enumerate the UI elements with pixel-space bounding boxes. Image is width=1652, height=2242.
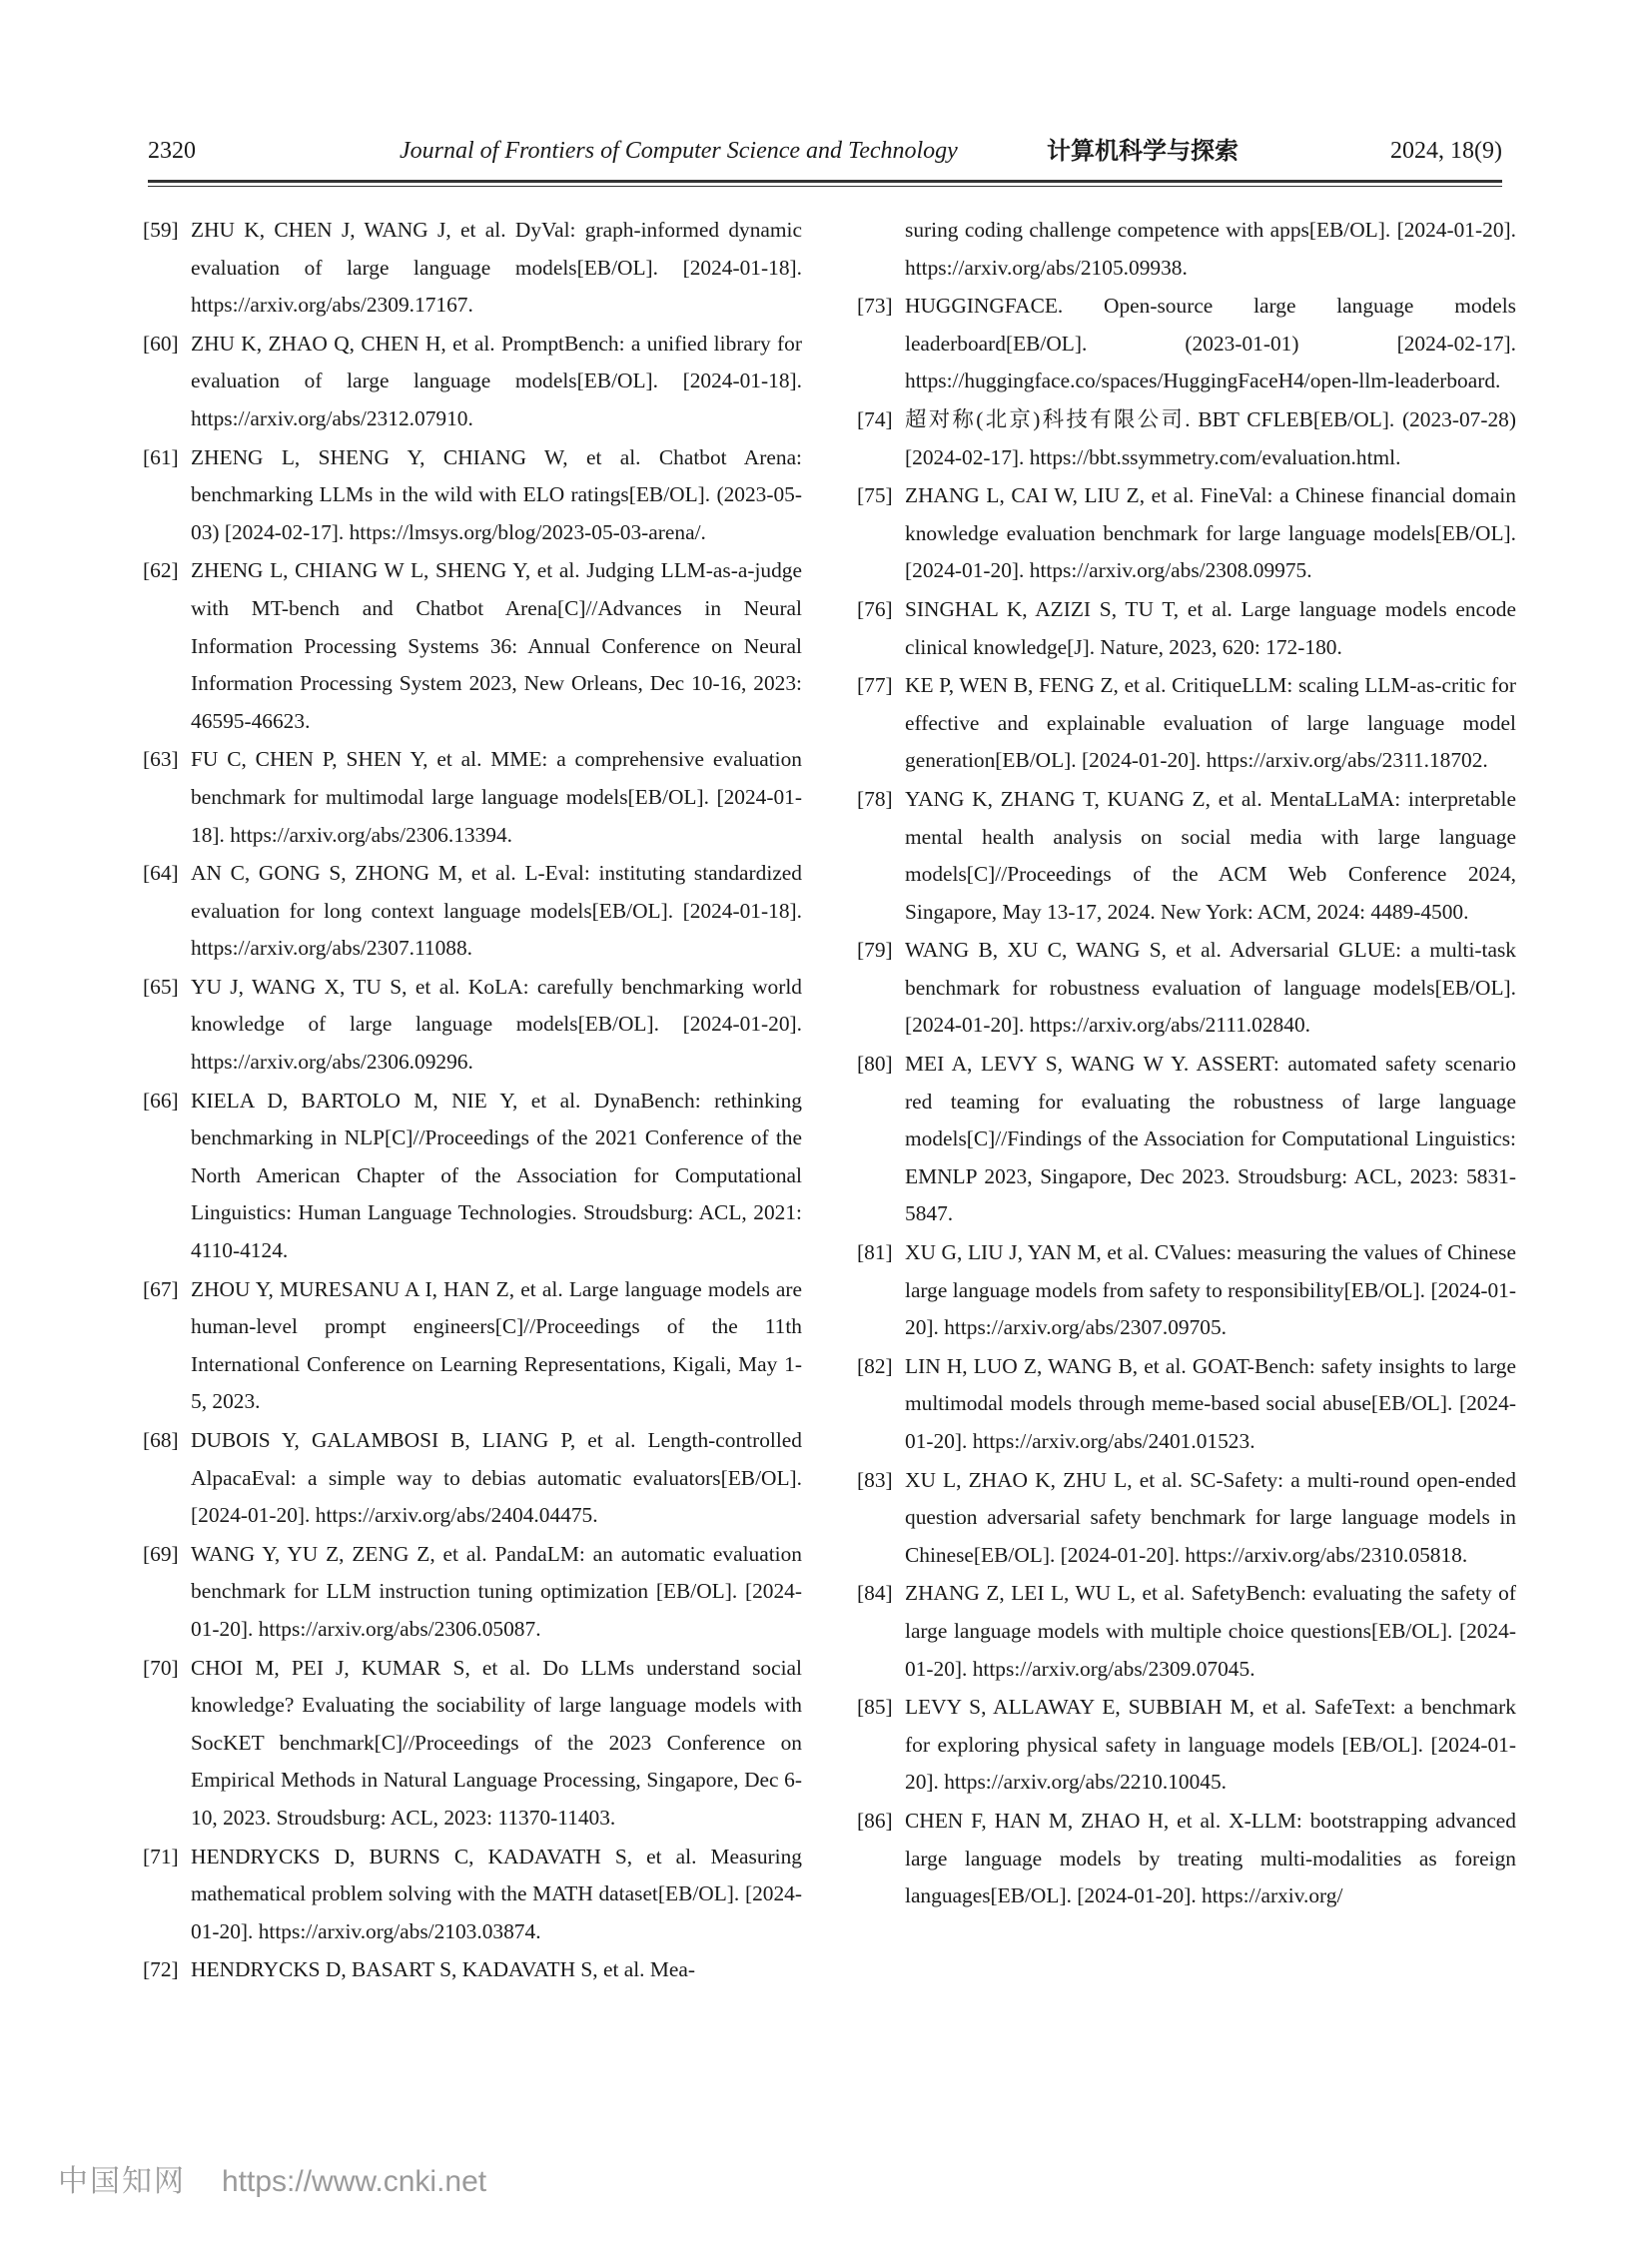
reference-60 [143, 326, 802, 438]
reference-text: ZHANG Z, LEI L, WU L, et al. SafetyBench: evaluating the safety of large language models with multiple choice questions[EB/OL]. [2024-01-20]. https://arxiv.org/abs/2309.07045. [905, 1581, 1516, 1681]
reference-number: [66] [143, 1088, 179, 1113]
reference-68 [143, 1422, 802, 1535]
reference-text: ZHENG L, CHIANG W L, SHENG Y, et al. Judging LLM-as-a-judge with MT-bench and Chatbot Arena[C]//Advances in Neural Information Processing Systems 36: Annual Conference on Neural Information Processing System 2023, New Orleans, Dec 10-16, 2023: 46595-46623. [191, 558, 802, 733]
reference-text: CHEN F, HAN M, ZHAO H, et al. X-LLM: bootstrapping advanced large language models by treating multi-modalities as foreign languages[EB/OL]. [2024-01-20]. https://arxiv.org/ [905, 1808, 1516, 1908]
reference-text: MEI A, LEVY S, WANG W Y. ASSERT: automated safety scenario red teaming for evaluating the robustness of large language models[C]//Findings of the Association for Computational Linguistics: EMNLP 2023, Singapore, Dec 2023. Stroudsburg: ACL, 2023: 5831-5847. [905, 1052, 1516, 1226]
reference-76 [857, 591, 1516, 666]
page-number: 2320 [148, 138, 196, 164]
reference-text: HENDRYCKS D, BURNS C, KADAVATH S, et al. Measuring mathematical problem solving with the MATH dataset[EB/OL]. [2024-01-20]. https://arxiv.org/abs/2103.03874. [191, 1844, 802, 1943]
reference-text: ZHENG L, SHENG Y, CHIANG W, et al. Chatbot Arena: benchmarking LLMs in the wild with ELO ratings[EB/OL]. (2023-05-03) [2024-02-17]. https://lmsys.org/blog/2023-05-03-arena/. [191, 444, 802, 544]
reference-62 [143, 552, 802, 740]
reference-86 [857, 1803, 1516, 1915]
issue-info: 2024, 18(9) [1390, 138, 1502, 164]
reference-85 [857, 1689, 1516, 1802]
reference-text: suring coding challenge competence with apps[EB/OL]. [2024-01-20]. https://arxiv.org/abs/2105.09938. [905, 218, 1516, 280]
page-header [148, 132, 1502, 176]
reference-text: XU G, LIU J, YAN M, et al. CValues: measuring the values of Chinese large language models from safety to responsibility[EB/OL]. [2024-01-20]. https://arxiv.org/abs/2307.09705. [905, 1240, 1516, 1340]
reference-74 [857, 401, 1516, 476]
reference-61 [143, 439, 802, 552]
reference-text: KE P, WEN B, FENG Z, et al. CritiqueLLM: scaling LLM-as-critic for effective and explainable evaluation of large language model generation[EB/OL]. [2024-01-20]. https://arxiv.org/abs/2311.18702. [905, 673, 1516, 773]
watermark-footer [58, 2162, 486, 2202]
reference-number: [79] [857, 938, 893, 963]
reference-text: ZHOU Y, MURESANU A I, HAN Z, et al. Large language models are human-level prompt engineers[C]//Proceedings of the 11th International Conference on Learning Representations, Kigali, May 1-5, 2023. [191, 1276, 802, 1414]
reference-number: [76] [857, 596, 893, 621]
reference-number: [68] [143, 1428, 179, 1452]
reference-number: [60] [143, 331, 179, 356]
reference-79 [857, 932, 1516, 1045]
reference-number: [77] [857, 673, 893, 698]
reference-number: [83] [857, 1467, 893, 1492]
reference-81 [857, 1234, 1516, 1347]
reference-67 [143, 1271, 802, 1421]
journal-title-en: Journal of Frontiers of Computer Science and Technology [400, 138, 958, 164]
reference-80 [857, 1046, 1516, 1233]
reference-number: [71] [143, 1844, 179, 1868]
cnki-brand: 中国知网 [58, 2164, 186, 2199]
reference-text: SINGHAL K, AZIZI S, TU T, et al. Large language models encode clinical knowledge[J]. Nature, 2023, 620: 172-180. [905, 596, 1516, 659]
reference-text: XU L, ZHAO K, ZHU L, et al. SC-Safety: a multi-round open-ended question adversarial safety benchmark for large language models in Chinese[EB/OL]. [2024-01-20]. https://arxiv.org/abs/2310.05818. [905, 1467, 1516, 1567]
reference-number: [74] [857, 406, 893, 431]
reference-number: [85] [857, 1695, 893, 1720]
reference-text: DUBOIS Y, GALAMBOSI B, LIANG P, et al. Length-controlled AlpacaEval: a simple way to debias automatic evaluators[EB/OL]. [2024-01-20]. https://arxiv.org/abs/2404.04475. [191, 1428, 802, 1528]
reference-63 [143, 741, 802, 854]
reference-number: [84] [857, 1581, 893, 1606]
reference-83 [857, 1462, 1516, 1575]
reference-text: 超对称(北京)科技有限公司. BBT CFLEB[EB/OL]. (2023-07-28) [2024-02-17]. https://bbt.ssymmetry.com/evaluation.html. [905, 406, 1516, 469]
reference-number: [80] [857, 1052, 893, 1077]
reference-70 [143, 1650, 802, 1838]
reference-82 [857, 1348, 1516, 1461]
reference-number: [75] [857, 483, 893, 508]
reference-text: AN C, GONG S, ZHONG M, et al. L-Eval: instituting standardized evaluation for long context language models[EB/OL]. [2024-01-18]. https://arxiv.org/abs/2307.11088. [191, 861, 802, 961]
reference-71 [143, 1839, 802, 1951]
reference-number: [70] [143, 1655, 179, 1680]
reference-text: ZHU K, CHEN J, WANG J, et al. DyVal: graph-informed dynamic evaluation of large language models[EB/OL]. [2024-01-18]. https://arxiv.org/abs/2309.17167. [191, 218, 802, 318]
reference-text: YANG K, ZHANG T, KUANG Z, et al. MentaLLaMA: interpretable mental health analysis on social media with large language models[C]//Proceedings of the ACM Web Conference 2024, Singapore, May 13-17, 2024. New York: ACM, 2024: 4489-4500. [905, 786, 1516, 924]
reference-number: [81] [857, 1240, 893, 1265]
reference-number: [82] [857, 1353, 893, 1378]
reference-text: ZHANG L, CAI W, LIU Z, et al. FineVal: a Chinese financial domain knowledge evaluation benchmark for large language models[EB/OL]. [2024-01-20]. https://arxiv.org/abs/2308.09975. [905, 483, 1516, 583]
reference-text: LIN H, LUO Z, WANG B, et al. GOAT-Bench: safety insights to large multimodal models through meme-based social abuse[EB/OL]. [2024-01-20]. https://arxiv.org/abs/2401.01523. [905, 1353, 1516, 1453]
reference-text: FU C, CHEN P, SHEN Y, et al. MME: a comprehensive evaluation benchmark for multimodal large language models[EB/OL]. [2024-01-18]. https://arxiv.org/abs/2306.13394. [191, 747, 802, 847]
reference-text: HUGGINGFACE. Open-source large language models leaderboard[EB/OL]. (2023-01-01) [2024-02-17]. https://huggingface.co/spaces/HuggingFaceH4/open-llm-leaderboard. [905, 294, 1516, 393]
reference-72 [143, 1951, 802, 1989]
reference-text: ZHU K, ZHAO Q, CHEN H, et al. PromptBench: a unified library for evaluation of large language models[EB/OL]. [2024-01-18]. https://arxiv.org/abs/2312.07910. [191, 331, 802, 430]
reference-64 [143, 855, 802, 968]
reference-number: [67] [143, 1276, 179, 1301]
reference-number: [64] [143, 861, 179, 886]
reference-72-continuation [857, 212, 1516, 287]
reference-text: HENDRYCKS D, BASART S, KADAVATH S, et al. Mea- [191, 1957, 696, 1982]
reference-number: [86] [857, 1808, 893, 1833]
reference-number: [62] [143, 558, 179, 583]
journal-title-cn: 计算机科学与探索 [1047, 137, 1239, 165]
reference-84 [857, 1575, 1516, 1688]
reference-66 [143, 1083, 802, 1270]
reference-text: LEVY S, ALLAWAY E, SUBBIAH M, et al. SafeText: a benchmark for exploring physical safety in language models [EB/OL]. [2024-01-20]. https://arxiv.org/abs/2210.10045. [905, 1695, 1516, 1795]
reference-text: YU J, WANG X, TU S, et al. KoLA: carefully benchmarking world knowledge of large language models[EB/OL]. [2024-01-20]. https://arxiv.org/abs/2306.09296. [191, 974, 802, 1075]
reference-78 [857, 781, 1516, 931]
reference-text: KIELA D, BARTOLO M, NIE Y, et al. DynaBench: rethinking benchmarking in NLP[C]//Proceedings of the 2021 Conference of the North American Chapter of the Association for Computational Linguistics: Human Language Technologies. Stroudsburg: ACL, 2021: 4110-4124. [191, 1088, 802, 1263]
header-rule-thin [148, 186, 1502, 187]
reference-text: WANG Y, YU Z, ZENG Z, et al. PandaLM: an automatic evaluation benchmark for LLM instruction tuning optimization [EB/OL]. [2024-01-20]. https://arxiv.org/abs/2306.05087. [191, 1541, 802, 1641]
reference-77 [857, 667, 1516, 780]
reference-number: [78] [857, 786, 893, 811]
reference-65 [143, 969, 802, 1082]
reference-number: [69] [143, 1541, 179, 1566]
reference-number: [73] [857, 294, 893, 319]
cnki-url[interactable]: https://www.cnki.net [222, 2165, 487, 2198]
references-right-column [857, 212, 1516, 1916]
reference-75 [857, 477, 1516, 590]
reference-69 [143, 1536, 802, 1649]
reference-59 [143, 212, 802, 325]
reference-number: [59] [143, 218, 179, 242]
references-left-column [143, 212, 802, 1990]
header-rule-thick [148, 180, 1502, 183]
reference-73 [857, 288, 1516, 400]
reference-number: [65] [143, 974, 179, 999]
reference-number: [63] [143, 747, 179, 772]
reference-text: WANG B, XU C, WANG S, et al. Adversarial GLUE: a multi-task benchmark for robustness evaluation of language models[EB/OL]. [2024-01-20]. https://arxiv.org/abs/2111.02840. [905, 938, 1516, 1038]
reference-number: [72] [143, 1957, 179, 1982]
reference-number: [61] [143, 444, 179, 469]
reference-text: CHOI M, PEI J, KUMAR S, et al. Do LLMs understand social knowledge? Evaluating the sociability of large language models with SocKET benchmark[C]//Proceedings of the 2023 Conference on Empirical Methods in Natural Language Processing, Singapore, Dec 6-10, 2023. Stroudsburg: ACL, 2023: 11370-11403. [191, 1655, 802, 1830]
